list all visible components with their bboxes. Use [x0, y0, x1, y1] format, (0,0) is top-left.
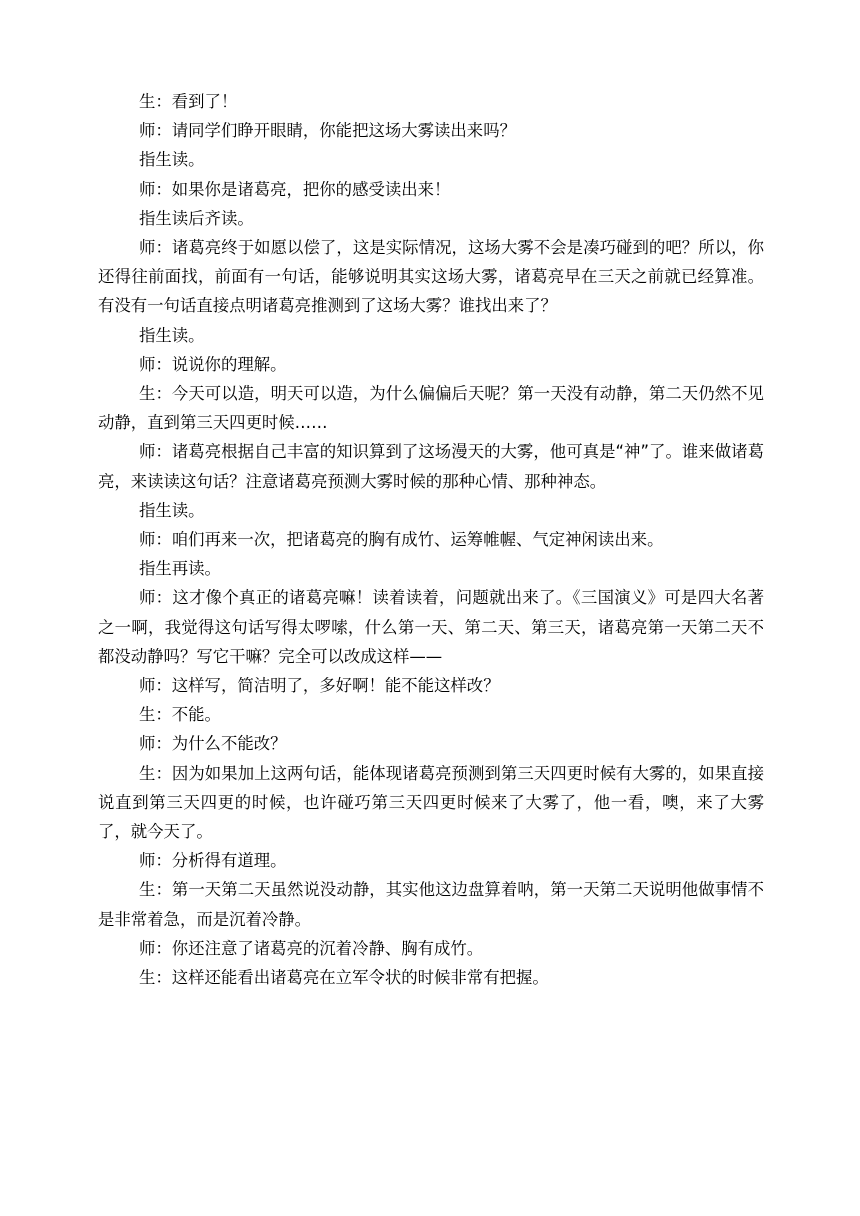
paragraph: 师：请同学们睁开眼睛，你能把这场大雾读出来吗？	[139, 121, 516, 141]
document-body	[98, 87, 764, 992]
paragraph: 师：为什么不能改？	[139, 734, 287, 754]
paragraph: 指生再读。	[139, 559, 221, 579]
paragraph: 生：因为如果加上这两句话，能体现诸葛亮预测到第三天四更时候有大雾的，如果直接说直到第三天四更的时候，也许碰巧第三天四更时候来了大雾了，他一看，噢，来了大雾了，就今天了。	[98, 763, 764, 842]
paragraph: 指生读后齐读。	[139, 208, 254, 228]
paragraph: 师：如果你是诸葛亮，把你的感受读出来！	[139, 179, 451, 199]
paragraph: 生：这样还能看出诸葛亮在立军令状的时候非常有把握。	[139, 968, 549, 988]
paragraph: 师：说说你的理解。	[139, 354, 287, 374]
paragraph: 师：咱们再来一次，把诸葛亮的胸有成竹、运筹帷幄、气定神闲读出来。	[139, 530, 664, 550]
paragraph: 师：分析得有道理。	[139, 851, 287, 871]
paragraph: 指生读。	[139, 150, 205, 170]
paragraph: 师：诸葛亮终于如愿以偿了，这是实际情况，这场大雾不会是凑巧碰到的吧？所以，你还得往前面找，前面有一句话，能够说明其实这场大雾，诸葛亮早在三天之前就已经算准。有没有一句话直接点明诸葛亮推测到了这场大雾？谁找出来了？	[98, 238, 764, 316]
paragraph: 指生读。	[139, 325, 205, 345]
paragraph: 生：第一天第二天虽然说没动静，其实他这边盘算着呐，第一天第二天说明他做事情不是非常着急，而是沉着冷静。	[98, 880, 764, 929]
paragraph: 师：你还注意了诸葛亮的沉着冷静、胸有成竹。	[139, 938, 484, 958]
paragraph: 师：这才像个真正的诸葛亮嘛！读着读着，问题就出来了。《三国演义》可是四大名著之一啊，我觉得这句话写得太啰嗦，什么第一天、第二天、第三天，诸葛亮第一天第二天不都没动静吗？写它干嘛？完全可以改成这样——	[98, 588, 764, 666]
paragraph: 生：不能。	[139, 705, 221, 725]
paragraph: 生：今天可以造，明天可以造，为什么偏偏后天呢？第一天没有动静，第二天仍然不见动静，直到第三天四更时候……	[98, 384, 764, 433]
paragraph: 师：诸葛亮根据自己丰富的知识算到了这场漫天的大雾，他可真是“神”了。谁来做诸葛亮，来读读这句话？注意诸葛亮预测大雾时候的那种心情、那种神态。	[98, 442, 764, 491]
paragraph: 生：看到了！	[139, 92, 238, 111]
paragraph: 指生读。	[139, 500, 205, 520]
paragraph: 师：这样写，简洁明了，多好啊！能不能这样改？	[139, 676, 500, 696]
